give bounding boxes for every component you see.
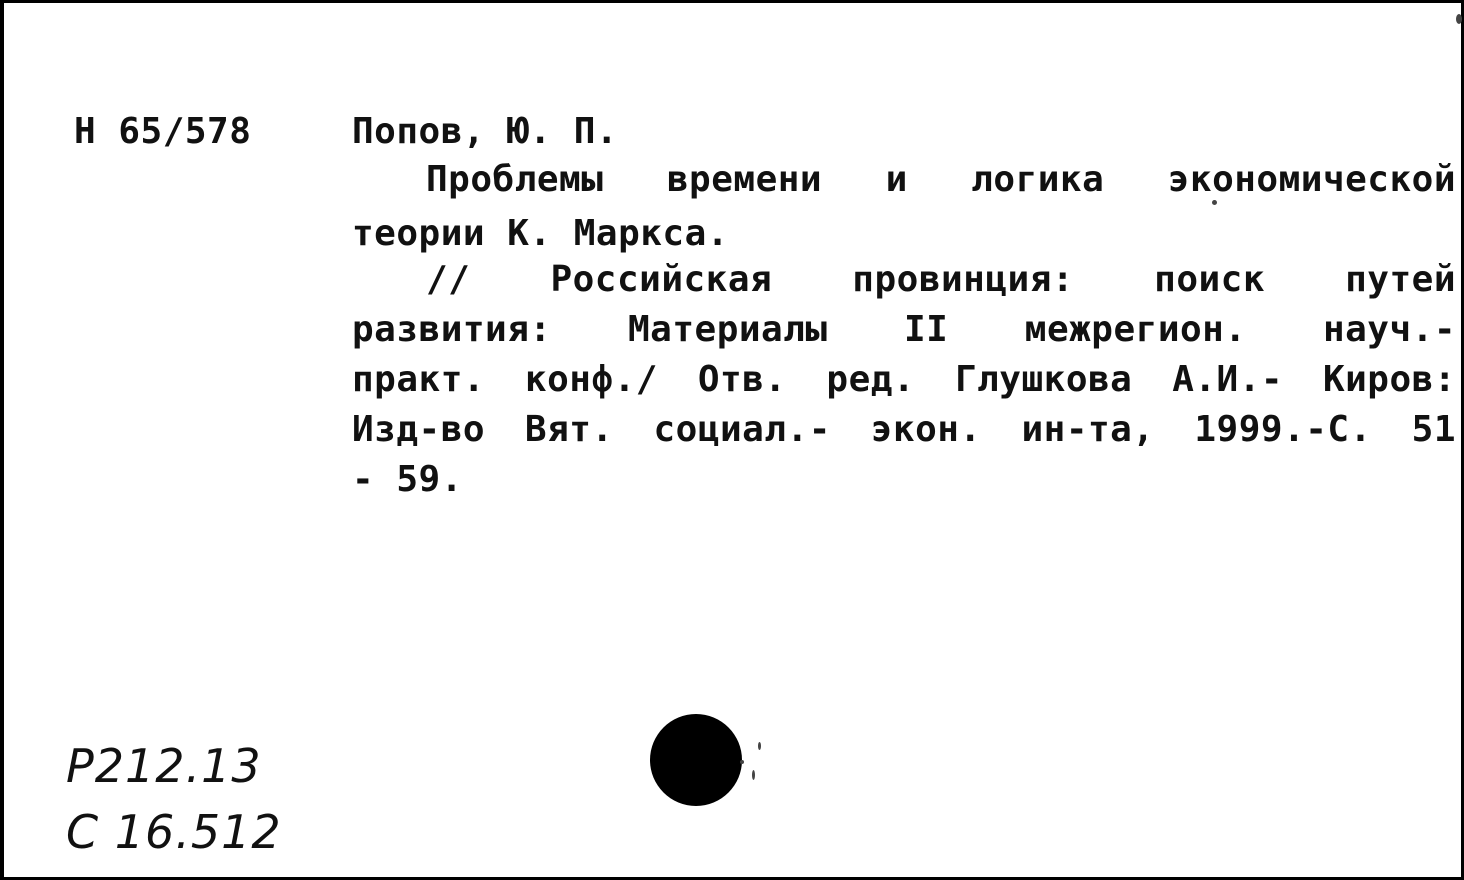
scan-speck xyxy=(758,742,761,750)
handwritten-classification-2: С 16.512 xyxy=(66,805,282,859)
scan-speck xyxy=(752,770,755,780)
title-line-1: Проблемы времени и логика экономической xyxy=(426,159,1456,200)
source-line-1: // Российская провинция: поиск путей xyxy=(426,259,1456,300)
card-left-edge xyxy=(0,0,4,880)
punch-hole xyxy=(650,714,742,806)
source-line-5: - 59. xyxy=(352,459,463,500)
handwritten-classification-1: Р212.13 xyxy=(66,739,262,793)
source-line-4: Изд-во Вят. социал.- экон. ин-та, 1999.-С. 51 xyxy=(352,409,1456,450)
card-top-edge xyxy=(0,0,1464,3)
author: Попов, Ю. П. xyxy=(352,111,619,152)
title-line-2: теории К. Маркса. xyxy=(352,213,729,254)
scan-speck xyxy=(1212,200,1217,205)
scan-speck xyxy=(740,760,744,764)
shelfmark: Н 65/578 xyxy=(74,111,252,152)
source-line-2: развития: Материалы II межрегион. науч.- xyxy=(352,309,1456,350)
source-line-3: практ. конф./ Отв. ред. Глушкова А.И.- Киров: xyxy=(352,359,1456,400)
scan-speck xyxy=(1456,14,1462,24)
